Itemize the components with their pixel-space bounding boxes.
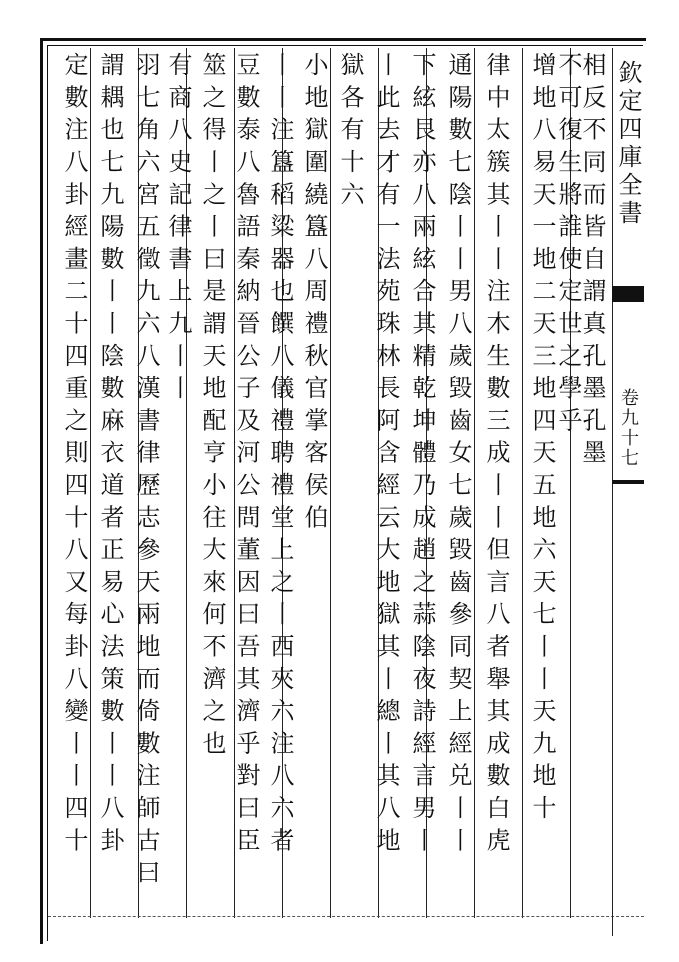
text-column-4: 律中太簇其丨丨注木生數三成丨丨但言八者舉其成數白虎 (482, 52, 510, 860)
column-rule (522, 48, 523, 918)
book-title: 欽定四庫全書 (614, 60, 642, 228)
text-column-6: 下絃艮亦八兩絃合其精乾坤體乃成趙之蒜陰夜詩經言男丨 (408, 52, 436, 860)
text-column-12: 筮之得丨之丨曰是謂天地配亨小往大來何不濟之也 (198, 52, 226, 763)
signature-band (612, 480, 644, 484)
text-column-11: 豆數泰八魯語秦納晉公子及河公問董因曰吾其濟乎對曰臣 (232, 52, 260, 860)
text-column-15: 羽七角六宮五徵九六八漢書律歷志參天兩地而倚數注師古曰 (132, 52, 160, 892)
text-column-14: 有商八史記律書上九丨丨 (164, 52, 192, 408)
text-column-17: 謂耦也七九陽數丨丨陰數麻衣道者正易心法策數丨丨八卦 (96, 52, 124, 860)
text-column-9: 小地獄圍繞簋八周禮秋官掌客侯伯 (300, 52, 328, 537)
text-column-2: 不可復生將誰使定世之學乎 (554, 52, 582, 440)
volume-label: 卷九十七 (618, 388, 639, 468)
text-column-10: 丨丨注簋稻粱器也饌八儀禮聘禮堂上之丨西夾六注八六者 (266, 52, 294, 860)
text-column-18: 定數注八卦經畫二十四重之則四十八又每卦八變丨丨四十 (60, 52, 88, 860)
text-column-1: 相反不同而皆自謂真孔墨孔墨 (578, 52, 606, 472)
text-column-5: 通陽數七陰丨丨男八歲毀齒女七歲毀齒參同契上經兑丨丨 (444, 52, 472, 860)
signature-band (612, 286, 644, 302)
text-column-8: 獄各有十六 (336, 52, 364, 214)
text-column-3: 增地八易天一地二天三地四天五地六天七丨丨天九地十 (528, 52, 556, 828)
text-column-7: 丨此去才有一法苑珠林長阿含經云大地獄其丨總丨其八地 (372, 52, 400, 860)
bottom-rule (48, 916, 644, 917)
